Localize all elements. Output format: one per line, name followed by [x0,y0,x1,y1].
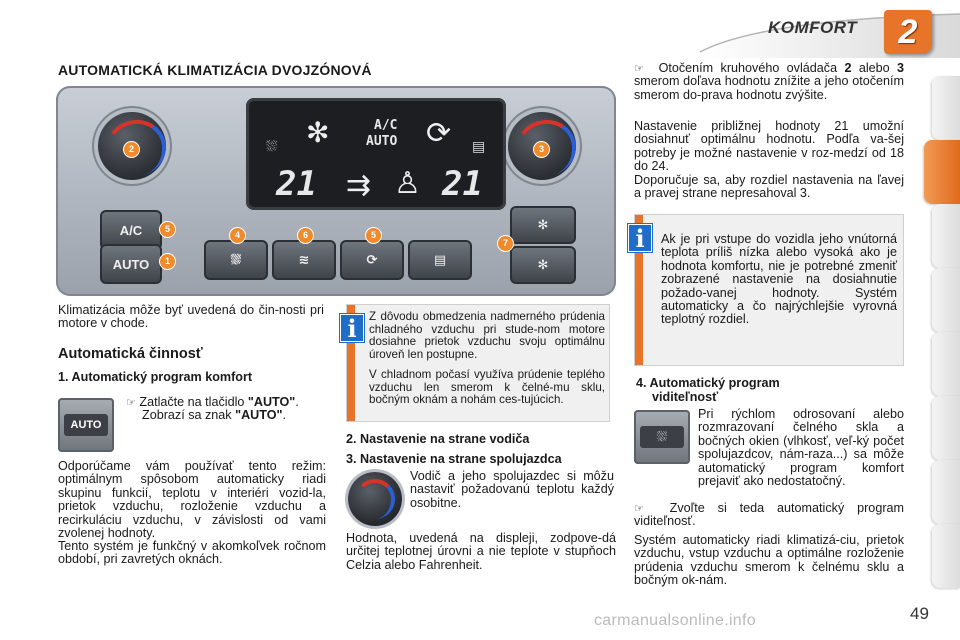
info-box-temperature [634,214,904,366]
windscreen-icon: ⛆ [640,426,684,448]
air-distribution-icon: ⇉ [346,169,372,202]
item2-title: 2. Nastavenie na strane vodiča [346,432,530,446]
recirculation-button[interactable] [340,240,404,280]
windscreen-icon: ⛆ [266,138,278,154]
air-flow-icon: ≋ [298,252,310,267]
thumb-auto-label: AUTO [64,414,108,436]
temperature-knob-thumb [348,472,402,526]
col3-para2: Doporučuje sa, aby rozdiel nastavenia na ľavej a pravej strane nepresahoval 3. [634,173,904,201]
climate-display [246,98,506,210]
arrow-bullet-icon: ☞ [634,62,644,75]
info-icon: i [340,314,364,342]
fan-icon: ✻ [537,217,549,232]
callout-5: 5 [366,228,381,243]
callout-7: 7 [498,236,513,251]
section-title: AUTOMATICKÁ KLIMATIZÁCIA DVOJZÓNOVÁ [58,62,372,78]
seat-icon: ♙ [394,167,421,200]
side-tab[interactable] [932,460,960,524]
callout-3: 3 [534,142,549,157]
rear-window-icon: ▤ [472,138,486,154]
intro-text: Klimatizácia môže byť uvedená do čin-nosti pri motore v chode. [58,303,324,331]
air-flow-button[interactable] [272,240,336,280]
info-temperature-text: Ak je pri vstupe do vozidla jeho vnútorná teplota príliš nízka alebo vysoká ako je hodnota komfortu, nie je potrebné zmeniť zobrazené nastavenie na dosiahnutie požado-vanej hodnoty. Systém automaticky a čo najrýchlejšie vyrovná teplotný rozdiel. [661,232,897,327]
col3-bullet2: ☞ Zvoľte si teda automatický program viditeľnosť. [634,501,905,529]
windscreen-icon: ⛆ [230,252,242,267]
fan-icon: ✻ [537,257,549,272]
col1-para2: Tento systém je funkčný v akomkoľvek ročnom období, pri zavretých oknách. [58,539,326,567]
col2-para: Hodnota, uvedená na displeji, zodpove-dá určitej teplotnej úrovni a nie teplote v stupňoch Celzia alebo Fahrenheit. [346,531,616,572]
auto-button[interactable]: AUTO [100,244,162,284]
col1-para1: Odporúčame vám používať tento režim: optimálnym spôsobom automaticky riadi skupinu funkcií, teplotu v interiéri vozid-la, prietok vzduchu, rozloženie vzduchu a recirkuláciu vzduchu, v závislosti od vami zvolenej hodnoty. [58,459,326,541]
rear-window-icon: ▤ [433,252,447,267]
arrow-bullet-icon: ☞ [634,502,644,515]
ac-button[interactable]: A/C [100,210,162,250]
item4-title-line1: 4. Automatický program [636,376,780,390]
subheading-automatic: Automatická činnosť [58,346,203,362]
item1-instructions: ☞ Zatlačte na tlačidlo "AUTO". Zobrazí sa znak "AUTO". [126,395,299,423]
side-tab[interactable] [932,76,960,140]
callout-6: 6 [298,228,313,243]
col3-bullet1: ☞ Otočením kruhového ovládača 2 alebo 3 smerom doľava hodnotu znížite a jeho otočením smerom do-prava hodnotu zvýšite. [634,61,904,102]
info-icon: i [628,224,652,252]
recirculation-icon: ⟳ [426,117,452,150]
side-tab[interactable] [932,268,960,332]
demist-button-thumb [634,410,690,464]
windscreen-demist-button[interactable] [204,240,268,280]
col3-para1: Nastavenie približnej hodnoty 21 umožní dosiahnuť optimálnu hodnotu. Podľa va-šej potreby je možné nastavenie v roz-medzí od 18 do 24. [634,119,904,174]
side-tab[interactable] [932,204,960,268]
callout-1: 1 [160,254,175,269]
info-cold-engine-p1: Z dôvodu obmedzenia nadmerného prúdenia chladného vzduchu pri stude-nom motore dosiahne prietok vzduchu svoju optimálnu úroveň len postupne. [369,310,605,361]
watermark: carmanualsonline.info [594,612,756,629]
display-auto-label: AUTO [366,134,398,149]
fan-icon: ✻ [306,117,330,148]
side-tab[interactable] [932,396,960,460]
info-cold-engine-p2: V chladnom počasí využíva prúdenie teplého vzduchu len smerom k čelné-mu sklu, bočným oknám a nohám ces-tujúcich. [369,368,605,407]
item3-title: 3. Nastavenie na strane spolujazdca [346,452,562,466]
arrow-bullet-icon: ☞ [126,396,136,409]
side-tab-active[interactable] [924,140,960,204]
display-temp-left: 21 [276,164,317,204]
side-tab[interactable] [932,332,960,396]
auto-button-thumb [58,398,114,452]
item3-text: Vodič a jeho spolujazdec si môžu nastaviť požadovanú teplotu každý osobitne. [410,469,614,510]
rear-demist-button[interactable] [408,240,472,280]
recirculation-icon: ⟳ [366,252,378,267]
climate-control-panel [56,86,616,296]
item4-text: Pri rýchlom odrosovaní alebo rozmrazovaní čelného skla a bočných okien (vlhkosť, veľ-ký počet spolujazdcov, nám-raza...) sa môže automatický program komfort prejaviť ako nedostatočný. [698,407,904,489]
side-tab[interactable] [932,524,960,588]
info-box-cold-engine [346,304,610,422]
item1-title: 1. Automatický program komfort [58,370,253,384]
header-title: KOMFORT [768,18,858,37]
item4-title-line2: viditeľnosť [652,390,719,404]
callout-5: 5 [160,222,175,237]
display-ac-label: A/C [374,118,398,133]
knob-scale-icon [355,479,395,519]
page-number: 49 [910,604,929,623]
col3-para3: Systém automaticky riadi klimatizá-ciu, prietok vzduchu, vstup vzduchu a optimálne rozloženie prúdenia vzduchu smerom k čelnému sklu a bočným ok-nám. [634,533,904,588]
callout-2: 2 [124,142,139,157]
chapter-badge: 2 [884,10,932,54]
fan-speed-down-button[interactable] [510,246,576,284]
callout-4: 4 [230,228,245,243]
display-temp-right: 21 [442,164,483,204]
fan-speed-up-button[interactable] [510,206,576,244]
